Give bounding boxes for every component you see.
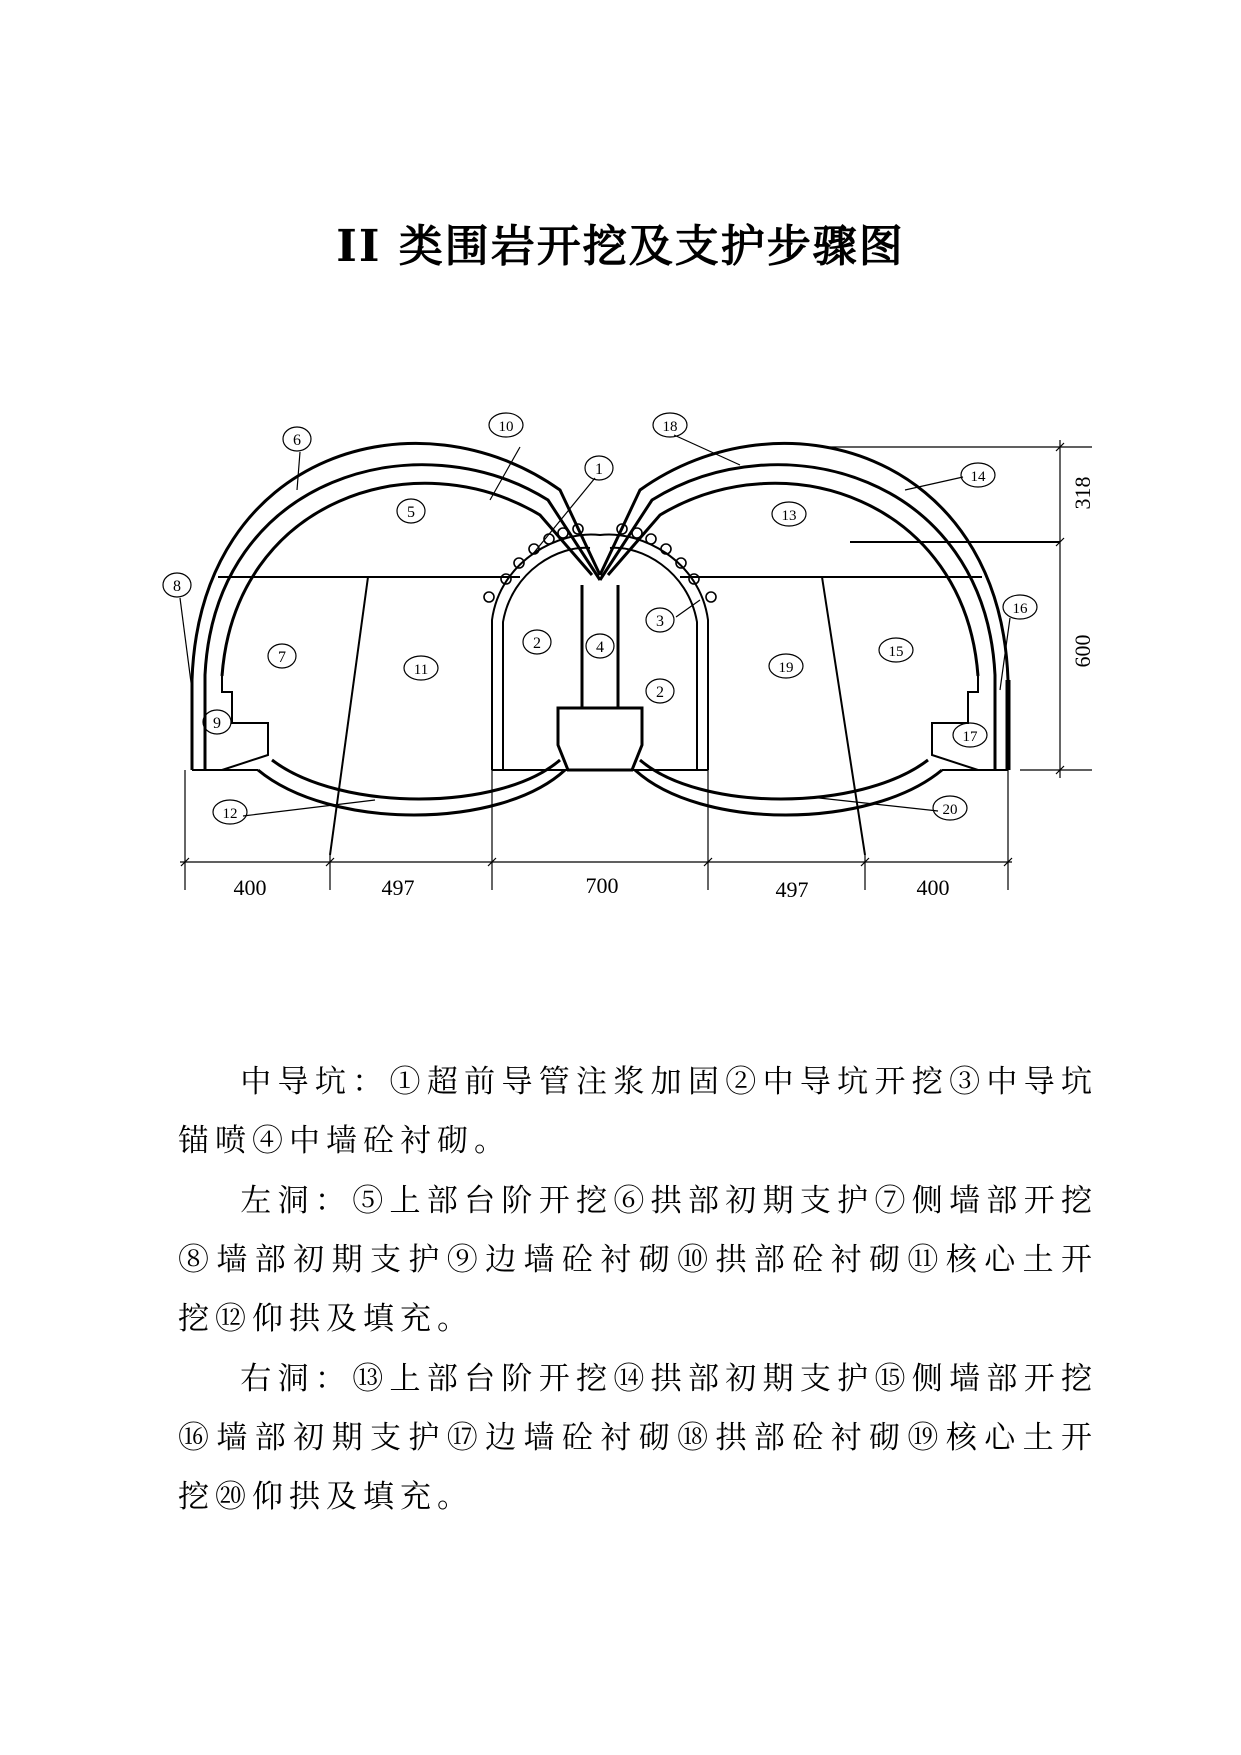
callout-13: [772, 502, 806, 526]
callout-1: [585, 456, 613, 480]
svg-text:10: 10: [498, 419, 514, 435]
svg-text:1: 1: [595, 461, 603, 478]
dim-400-right: 400: [916, 875, 950, 900]
paragraph-text: ①超前导管注浆加固②中导坑开挖③中导坑锚喷④中墙砼衬砌。: [178, 1064, 1099, 1159]
paragraph-label: 左洞：: [240, 1183, 353, 1219]
svg-text:8: 8: [173, 578, 181, 595]
page-title: II 类围岩开挖及支护步骤图: [336, 221, 905, 272]
callout-7: [268, 644, 296, 668]
callout-11: [404, 656, 438, 680]
dim-700: 700: [585, 873, 619, 898]
dim-600: 600: [1070, 634, 1095, 668]
callout-2b: [646, 679, 674, 703]
callout-labels: [163, 413, 1037, 824]
svg-text:6: 6: [293, 432, 301, 449]
right-tunnel: [600, 443, 1060, 855]
callout-5: [397, 499, 425, 523]
callout-19: [769, 654, 803, 678]
callout-4: [586, 634, 614, 658]
paragraph-text: ⑬上部台阶开挖⑭拱部初期支护⑮侧墙部开挖⑯墙部初期支护⑰边墙砼衬砌⑱拱部砼衬砌⑲核心土开挖⑳仰拱及填充。: [178, 1361, 1098, 1515]
dim-497-right: 497: [775, 877, 809, 902]
callout-3: [646, 608, 674, 632]
paragraph-left-tunnel: [178, 1172, 1098, 1349]
svg-text:4: 4: [596, 639, 604, 656]
dim-497-left: 497: [381, 875, 415, 900]
paragraph-label: 右洞：: [240, 1361, 353, 1397]
svg-text:17: 17: [962, 729, 978, 745]
paragraph-text: ⑤上部台阶开挖⑥拱部初期支护⑦侧墙部开挖⑧墙部初期支护⑨边墙砼衬砌⑩拱部砼衬砌⑪核心土开挖⑫仰拱及填充。: [178, 1183, 1098, 1337]
svg-text:11: 11: [413, 662, 429, 678]
svg-text:16: 16: [1012, 601, 1028, 617]
svg-text:20: 20: [942, 802, 958, 818]
svg-text:19: 19: [778, 660, 794, 676]
svg-text:7: 7: [278, 649, 286, 666]
callout-18: [653, 413, 687, 437]
callout-20: [933, 796, 967, 820]
callout-6: [283, 427, 311, 451]
callout-8: [163, 573, 191, 597]
svg-text:2: 2: [656, 684, 664, 701]
svg-text:13: 13: [781, 508, 797, 524]
callout-2a: [523, 630, 551, 654]
callout-14: [961, 463, 995, 487]
svg-text:3: 3: [656, 613, 664, 630]
dim-318: 318: [1070, 476, 1095, 510]
dim-400-left: 400: [233, 875, 267, 900]
paragraph-label: 中导坑：: [240, 1064, 390, 1100]
callout-12: [213, 800, 247, 824]
paragraph-right-tunnel: [178, 1350, 1098, 1527]
dimension-lines: [180, 440, 1092, 890]
callout-15: [879, 638, 913, 662]
svg-text:14: 14: [970, 469, 986, 485]
svg-text:15: 15: [888, 644, 904, 660]
svg-text:5: 5: [407, 504, 415, 521]
callout-16: [1003, 595, 1037, 619]
callout-9: [203, 710, 231, 734]
svg-text:9: 9: [213, 715, 221, 732]
svg-text:18: 18: [662, 419, 678, 435]
svg-text:12: 12: [222, 806, 238, 822]
svg-text:2: 2: [533, 635, 541, 652]
callout-10: [489, 413, 523, 437]
paragraph-center-pilot: [178, 1053, 1098, 1171]
callout-17: [953, 723, 987, 747]
